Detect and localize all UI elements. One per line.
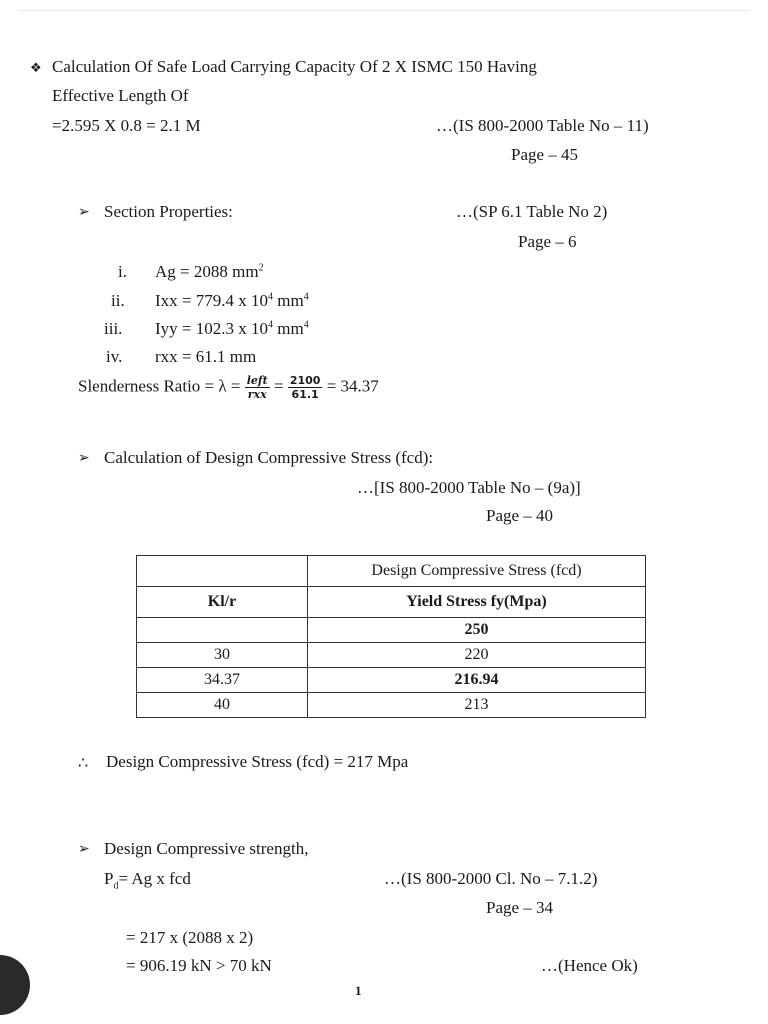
table-cell-klr: 30 xyxy=(137,643,308,668)
table-cell-klr: 40 xyxy=(137,693,308,718)
heading-line-3: =2.595 X 0.8 = 2.1 M xyxy=(52,116,201,135)
table-cell-empty xyxy=(137,618,308,643)
table-row xyxy=(137,643,646,668)
therefore-symbol: ∴ xyxy=(78,755,87,772)
strength-calc-line-2: = 906.19 kN > 70 kN xyxy=(126,956,272,975)
fcd-table xyxy=(136,555,646,718)
heading-reference: …(IS 800-2000 Table No – 11) xyxy=(436,116,649,135)
arrow-bullet-icon: ➢ xyxy=(78,842,90,857)
fcd-result: Design Compressive Stress (fcd) = 217 Mpa xyxy=(106,752,409,771)
page-number: 1 xyxy=(355,983,362,998)
list-item-number: iv. xyxy=(106,347,123,366)
table-cell-fcd: 216.94 xyxy=(308,668,646,693)
fraction-left-over-rxx: $\frac{\text{left}}{\text{rxx}}$ xyxy=(246,374,268,402)
table-header-fcd: Design Compressive Stress (fcd) xyxy=(308,556,646,587)
table-cell-fcd: 213 xyxy=(308,693,646,718)
arrow-bullet-icon: ➢ xyxy=(78,451,90,466)
property-iyy: Iyy = 102.3 x $10^4$ $mm^4$ xyxy=(155,319,309,338)
section-properties-page-ref: Page – 6 xyxy=(518,232,577,251)
property-ag: Ag = 2088 $mm^2$ xyxy=(155,262,264,281)
strength-formula: $P_d= Ag$ x fcd xyxy=(104,869,191,892)
heading-line-1: Calculation Of Safe Load Carrying Capacity Of 2 X ISMC 150 Having xyxy=(52,57,537,76)
property-rxx: rxx = 61.1 mm xyxy=(155,347,257,366)
fcd-calc-reference: …[IS 800-2000 Table No – (9a)] xyxy=(357,478,581,497)
table-row xyxy=(137,668,646,693)
top-divider xyxy=(18,10,750,11)
scroll-tab[interactable] xyxy=(0,955,30,1015)
list-item-number: iii. xyxy=(104,319,123,338)
fcd-calc-title: Calculation of Design Compressive Stress (fcd): xyxy=(104,448,434,467)
list-item-number: i. xyxy=(118,262,127,281)
section-properties-title: Section Properties: xyxy=(104,202,233,221)
strength-reference: …(IS 800-2000 Cl. No – 7.1.2) xyxy=(384,869,598,888)
strength-title: Design Compressive strength, xyxy=(104,839,309,858)
strength-page-ref: Page – 34 xyxy=(486,898,554,917)
strength-calc-line-1: = 217 x (2088 x 2) xyxy=(126,928,254,947)
table-fy-value: 250 xyxy=(308,618,646,643)
list-item-number: ii. xyxy=(111,291,125,310)
section-properties-reference: …(SP 6.1 Table No 2) xyxy=(456,202,608,221)
heading-line-2: Effective Length Of xyxy=(52,86,189,105)
arrow-bullet-icon: ➢ xyxy=(78,205,90,220)
diamond-bullet-icon: ❖ xyxy=(30,60,42,75)
property-ixx: Ixx = 779.4 x $10^4$ $mm^4$ xyxy=(155,291,309,310)
hence-ok-note: …(Hence Ok) xyxy=(541,956,638,975)
table-cell-fcd: 220 xyxy=(308,643,646,668)
table-header-yield-stress: Yield Stress fy(Mpa) xyxy=(308,587,646,618)
fcd-calc-page-ref: Page – 40 xyxy=(486,506,554,525)
table-cell-klr: 34.37 xyxy=(137,668,308,693)
heading-page-ref: Page – 45 xyxy=(511,145,579,164)
table-cell-empty xyxy=(137,556,308,587)
fraction-2100-over-61: $\frac{2100}{61.1}$ xyxy=(289,374,321,402)
table-header-klr: Kl/r xyxy=(137,587,308,618)
slenderness-ratio: Slenderness Ratio = λ = $\frac{\text{left}}{\text{rxx}}$ = $\frac{2100}{61.1}$ = 34.37 xyxy=(78,374,379,402)
table-row xyxy=(137,693,646,718)
